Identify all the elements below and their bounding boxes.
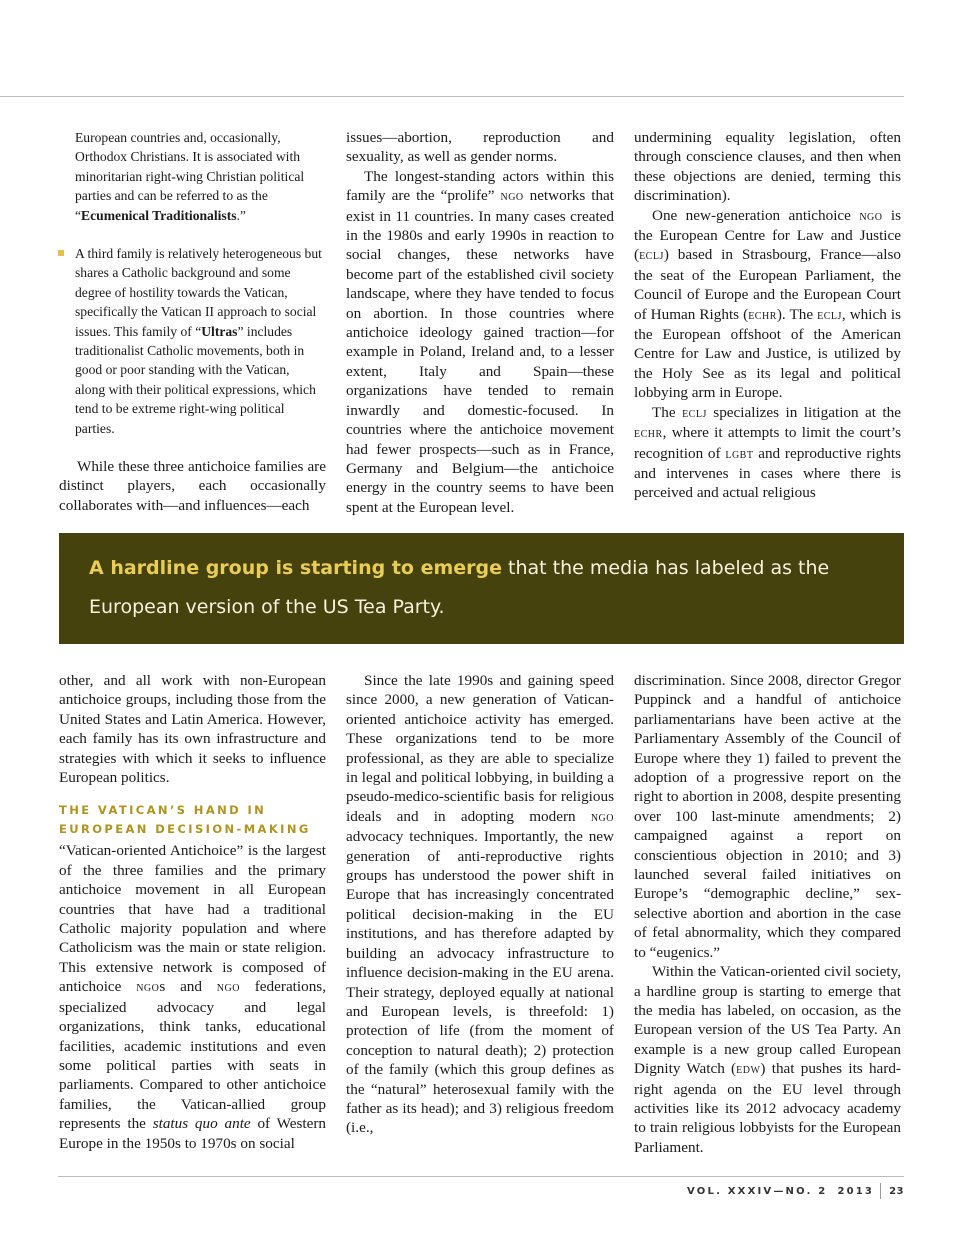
text: .” xyxy=(236,207,246,223)
page-footer xyxy=(687,1183,904,1199)
abbreviation: ngo xyxy=(216,979,240,996)
bullet-square-icon xyxy=(58,250,64,256)
text: s and xyxy=(159,978,217,996)
paragraph: While these three antichoice families are distinct players, each occasionally collaborates with—and influences—each xyxy=(59,458,326,514)
abbreviation: lgbt xyxy=(725,445,754,462)
paragraph: other, and all work with non-European antichoice groups, including those from the United States and Latin America. However, each family has its own infrastructure and strategies with which it seeks to influence European politics. xyxy=(59,672,326,787)
bold-term: Ecumenical Traditionalists xyxy=(81,207,237,223)
italic-term: status quo ante xyxy=(152,1115,251,1133)
bold-term: Ultras xyxy=(201,323,238,339)
paragraph xyxy=(75,128,323,225)
footer-divider xyxy=(880,1183,881,1199)
paragraph: undermining equality legislation, often through conscience clauses, and then when these objections are denied, terming this discrimination). xyxy=(634,129,901,205)
pull-quote-box xyxy=(59,533,904,644)
abbreviation: ngo xyxy=(500,188,524,205)
text: networks that exist in 11 countries. In many cases created in the 1980s and early 1990s in reaction to social changes, these networks have become part of the established civil society landscape, where they have tended to focus on abortion. In those countries where antichoice ideology gained traction—for example in Poland, Ireland and, to a lesser extent, Italy and Spain—these organizations have tended to remain inwardly and domestic-focused. In countries where the antichoice movement had fewer prospects—such as in France, Germany and Belgium—the antichoice energy in the country seems to have been spent at the European level. xyxy=(346,187,614,516)
text: ). The xyxy=(776,305,818,323)
text: of Western Europe in the 1950s to 1970s on social xyxy=(59,1115,326,1152)
text: The xyxy=(652,403,683,421)
paragraph xyxy=(346,671,614,1138)
text: ) that pushes its hard-right agenda on the EU level through activities like its 2012 advocacy academy to train religious lobbyists for the European Parliament. xyxy=(634,1060,901,1156)
text: One new-generation antichoice xyxy=(652,206,860,224)
top-rule xyxy=(0,96,904,97)
text: Since the late 1990s and gaining speed since 2000, a new generation of Vatican-oriented antichoice activity has emerged. These organizations tend to be more professional, as they are able to specialize in legal and political lobbying, in building a pseudo-medico-scientific basis for religious ideals and in adopting modern xyxy=(346,672,614,825)
text: “Vatican-oriented Antichoice” is the largest of the three families and the primary antichoice movement in all European countries that have had a traditional Catholic majority population and where Catholicism was the main or state religion. This extensive network is composed of antichoice xyxy=(59,842,326,996)
footer-year: 2013 xyxy=(837,1185,875,1197)
paragraph xyxy=(59,841,326,1153)
paragraph xyxy=(634,403,901,503)
text: A third family is relatively heterogeneous but shares a Catholic background and some degree of hostility towards the Vatican, specifically the Vatican II approach to social issues. This family of “ xyxy=(75,246,322,339)
abbreviation: echr xyxy=(748,306,777,323)
bullet-item xyxy=(58,244,323,438)
column-bottom-middle xyxy=(346,671,614,1138)
abbreviation: eclj xyxy=(682,404,707,421)
paragraph xyxy=(346,167,614,517)
abbreviation: edw xyxy=(736,1061,761,1078)
text: and reproductive rights and intervenes in cases where there is perceived and actual religious xyxy=(634,444,901,502)
text: ” includes traditionalist Catholic movements, both in good or poor standing with the Vatican, along with their political expressions, which tend to be extreme right-wing political parties. xyxy=(75,323,316,436)
column-bottom-left xyxy=(59,671,326,1153)
text: ) based in Strasbourg, France—also the seat of the European Parliament, the Council of Europe and the European Court of Human Rights ( xyxy=(634,246,901,323)
column-top-middle xyxy=(346,128,614,517)
paragraph xyxy=(634,206,901,403)
abbreviation: ngo xyxy=(859,207,883,224)
section-heading: THE VATICAN’S HAND IN EUROPEAN DECISION-MAKING xyxy=(59,803,311,837)
text: is the European Centre for Law and Justice ( xyxy=(634,206,901,264)
text: The longest-standing actors within this family are the “prolife” xyxy=(346,167,614,205)
abbreviation: eclj xyxy=(817,306,842,323)
pull-quote-highlight: A hardline group is starting to emerge xyxy=(89,557,502,579)
abbreviation: ngo xyxy=(590,808,614,825)
text: federations, specialized advocacy and legal organizations, think tanks, educational facilities, academic institutions and even some political parties with seats in parliaments. Compared to other antichoice families, the Vatican-allied group represents the xyxy=(59,978,327,1133)
text: , which is the European offshoot of the American Centre for Law and Justice, is utilized by the Holy See as its legal and political lobbying arm in Europe. xyxy=(634,305,901,402)
text: advocacy techniques. Importantly, the new generation of anti-reproductive rights groups has understood the power shift in Europe that has increasingly concentrated political decision-making in the EU institutions, and has therefore adapted by building an advocacy infrastructure to influence decision-making in the EU arena. Their strategy, deployed equally at national and European levels, is threefold: 1) protection of life (from the moment of conception to natural death); 2) protection of the family (which this group defines as the “natural” heterosexual family with the father as its head); and 3) religious freedom (i.e., xyxy=(346,828,614,1137)
abbreviation: echr xyxy=(634,425,663,442)
paragraph: discrimination. Since 2008, director Gregor Puppinck and a handful of antichoice parliamentarians have been active at the Parliamentary Assembly of the Council of Europe where they 1) failed to prevent the adoption of a progressive report on the right to abortion in 2008, despite presenting over 100 last-minute amendments; 2) campaigned against a report on conscientious objection in 2010; and 3) launched several failed initiatives on Europe’s “demographic decline,” sex-selective abortion and abortion in the case of fetal abnormality, which they compared to “eugenics.” xyxy=(634,672,901,961)
column-top-right xyxy=(634,128,901,503)
text: Within the Vatican-oriented civil society, a hardline group is starting to emerge that the media has labeled, on occasion, as the European version of the US Tea Party. An example is a new group called European Dignity Watch ( xyxy=(634,963,901,1078)
paragraph: issues—abortion, reproduction and sexuality, as well as gender norms. xyxy=(346,129,614,166)
page-number: 23 xyxy=(889,1185,904,1197)
column-top-left xyxy=(75,128,323,225)
abbreviation: ngo xyxy=(136,979,160,996)
footer-volume: VOL. XXXIV—NO. 2 xyxy=(687,1185,828,1197)
paragraph xyxy=(634,962,901,1157)
pull-quote-text xyxy=(89,549,874,627)
text: specializes in litigation at the xyxy=(706,403,901,421)
bottom-rule xyxy=(58,1176,904,1177)
text: European countries and, occasionally, Orthodox Christians. It is associated with minoritarian right-wing Christian political parties and can be referred to as the “ xyxy=(75,130,305,223)
text: , where it attempts to limit the court’s recognition of xyxy=(634,424,901,462)
column-top-left-body xyxy=(59,457,326,515)
abbreviation: eclj xyxy=(639,247,664,264)
column-bottom-right xyxy=(634,671,901,1157)
bullet-list xyxy=(58,244,323,438)
pull-quote-rest: that the media has labeled as the European version of the US Tea Party. xyxy=(89,557,830,618)
